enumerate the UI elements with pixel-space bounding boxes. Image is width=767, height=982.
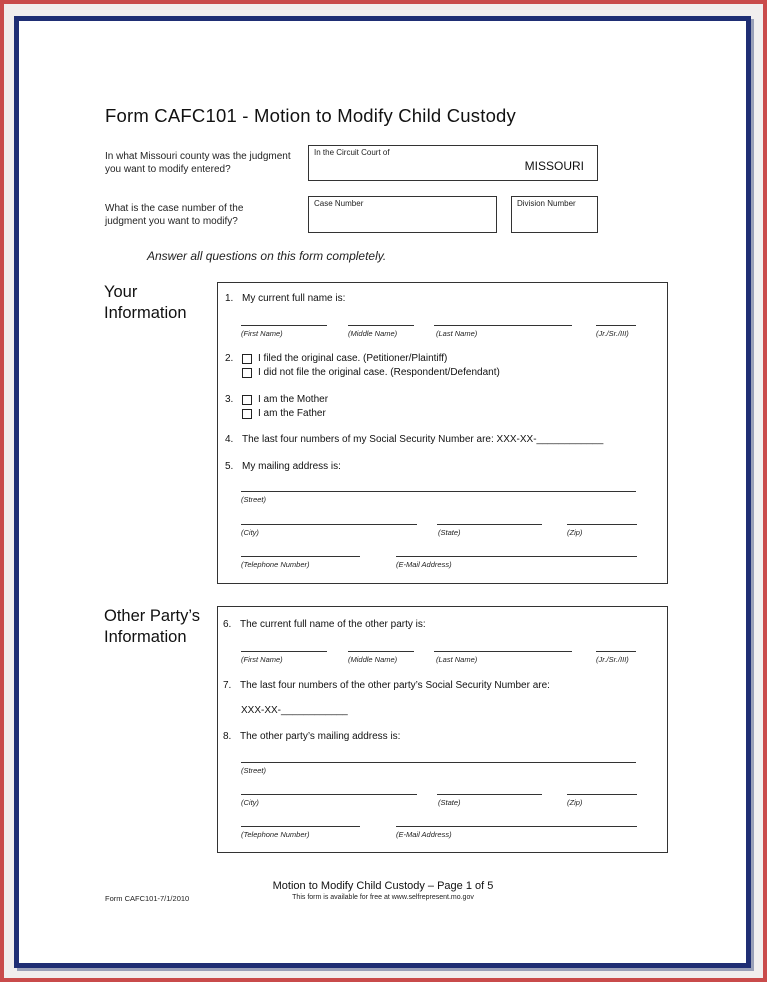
other-city-input[interactable] [241, 794, 417, 795]
zip-input[interactable] [567, 524, 637, 525]
other-state-caption: (State) [438, 798, 461, 807]
state-caption: (State) [438, 528, 461, 537]
q3-number: 3. [225, 394, 234, 405]
middle-name-input[interactable] [348, 325, 414, 326]
other-ssn-input[interactable]: XXX-XX-____________ [241, 705, 348, 716]
q7-text: The last four numbers of the other party’s Social Security Number are: [240, 680, 550, 691]
telephone-input[interactable] [241, 556, 360, 557]
last-name-caption: (Last Name) [436, 329, 478, 338]
other-first-name-caption: (First Name) [241, 655, 283, 664]
q7 [223, 680, 550, 691]
footer-availability: This form is available for free at www.selfrepresent.mo.gov [292, 894, 474, 901]
other-email-input[interactable] [396, 826, 637, 827]
respondent-label: I did not file the original case. (Respondent/Defendant) [258, 367, 500, 378]
other-telephone-caption: (Telephone Number) [241, 830, 310, 839]
q8-text: The other party’s mailing address is: [240, 731, 401, 742]
other-middle-name-input[interactable] [348, 651, 414, 652]
division-number-field[interactable] [511, 196, 598, 233]
other-first-name-input[interactable] [241, 651, 327, 652]
form-title: Form CAFC101 - Motion to Modify Child Custody [105, 105, 516, 126]
other-street-input[interactable] [241, 762, 636, 763]
q1 [225, 293, 345, 304]
petitioner-label: I filed the original case. (Petitioner/Plaintiff) [258, 353, 448, 364]
heading-line: Your [104, 283, 138, 301]
petitioner-checkbox[interactable] [242, 354, 252, 364]
other-middle-name-caption: (Middle Name) [348, 655, 398, 664]
mother-checkbox[interactable] [242, 395, 252, 405]
your-information-heading [104, 282, 187, 324]
first-name-caption: (First Name) [241, 329, 283, 338]
heading-line: Information [104, 304, 187, 322]
q1-text: My current full name is: [242, 293, 346, 304]
email-caption: (E-Mail Address) [396, 560, 452, 569]
telephone-caption: (Telephone Number) [241, 560, 310, 569]
mother-label: I am the Mother [258, 394, 329, 405]
q4 [225, 434, 603, 445]
other-city-caption: (City) [241, 798, 259, 807]
q8 [223, 731, 400, 742]
heading-line: Information [104, 628, 187, 646]
other-zip-input[interactable] [567, 794, 637, 795]
heading-line: Other Party’s [104, 607, 200, 625]
q5-number: 5. [225, 461, 234, 472]
circuit-court-state: MISSOURI [524, 159, 584, 173]
q6-number: 6. [223, 619, 232, 630]
other-last-name-caption: (Last Name) [436, 655, 478, 664]
other-suffix-caption: (Jr./Sr./III) [596, 655, 629, 664]
q4-number: 4. [225, 434, 234, 445]
case-question: What is the case number of the judgment you want to modify? [105, 203, 244, 227]
city-caption: (City) [241, 528, 259, 537]
circuit-court-label: In the Circuit Court of [314, 148, 390, 157]
father-checkbox[interactable] [242, 409, 252, 419]
respondent-checkbox[interactable] [242, 368, 252, 378]
instruction-text: Answer all questions on this form completely. [147, 249, 387, 263]
q6-text: The current full name of the other party is: [240, 619, 426, 630]
q2-number: 2. [225, 353, 234, 364]
q5 [225, 461, 341, 472]
county-question: In what Missouri county was the judgment you want to modify entered? [105, 151, 291, 175]
zip-caption: (Zip) [567, 528, 583, 537]
circuit-court-field[interactable] [308, 145, 598, 181]
suffix-caption: (Jr./Sr./III) [596, 329, 629, 338]
case-number-field[interactable] [308, 196, 497, 233]
other-email-caption: (E-Mail Address) [396, 830, 452, 839]
street-caption: (Street) [241, 495, 267, 504]
division-number-label: Division Number [517, 199, 576, 208]
case-number-label: Case Number [314, 199, 364, 208]
q5-text: My mailing address is: [242, 461, 341, 472]
other-zip-caption: (Zip) [567, 798, 583, 807]
last-name-input[interactable] [434, 325, 572, 326]
middle-name-caption: (Middle Name) [348, 329, 398, 338]
footer-page-title: Motion to Modify Child Custody – Page 1 of 5 [272, 880, 494, 892]
state-input[interactable] [437, 524, 542, 525]
other-last-name-input[interactable] [434, 651, 572, 652]
footer-form-id: Form CAFC101-7/1/2010 [105, 894, 190, 903]
q7-number: 7. [223, 680, 232, 691]
other-street-caption: (Street) [241, 766, 267, 775]
q6 [223, 619, 426, 630]
father-label: I am the Father [258, 408, 326, 419]
other-suffix-input[interactable] [596, 651, 636, 652]
q4-text[interactable]: The last four numbers of my Social Security Number are: XXX-XX-____________ [242, 434, 604, 445]
other-party-panel [217, 606, 668, 853]
q1-number: 1. [225, 293, 234, 304]
other-state-input[interactable] [437, 794, 542, 795]
email-input[interactable] [396, 556, 637, 557]
city-input[interactable] [241, 524, 417, 525]
q8-number: 8. [223, 731, 232, 742]
your-information-panel [217, 282, 668, 584]
suffix-input[interactable] [596, 325, 636, 326]
other-party-heading [104, 606, 200, 648]
first-name-input[interactable] [241, 325, 327, 326]
street-input[interactable] [241, 491, 636, 492]
other-telephone-input[interactable] [241, 826, 360, 827]
